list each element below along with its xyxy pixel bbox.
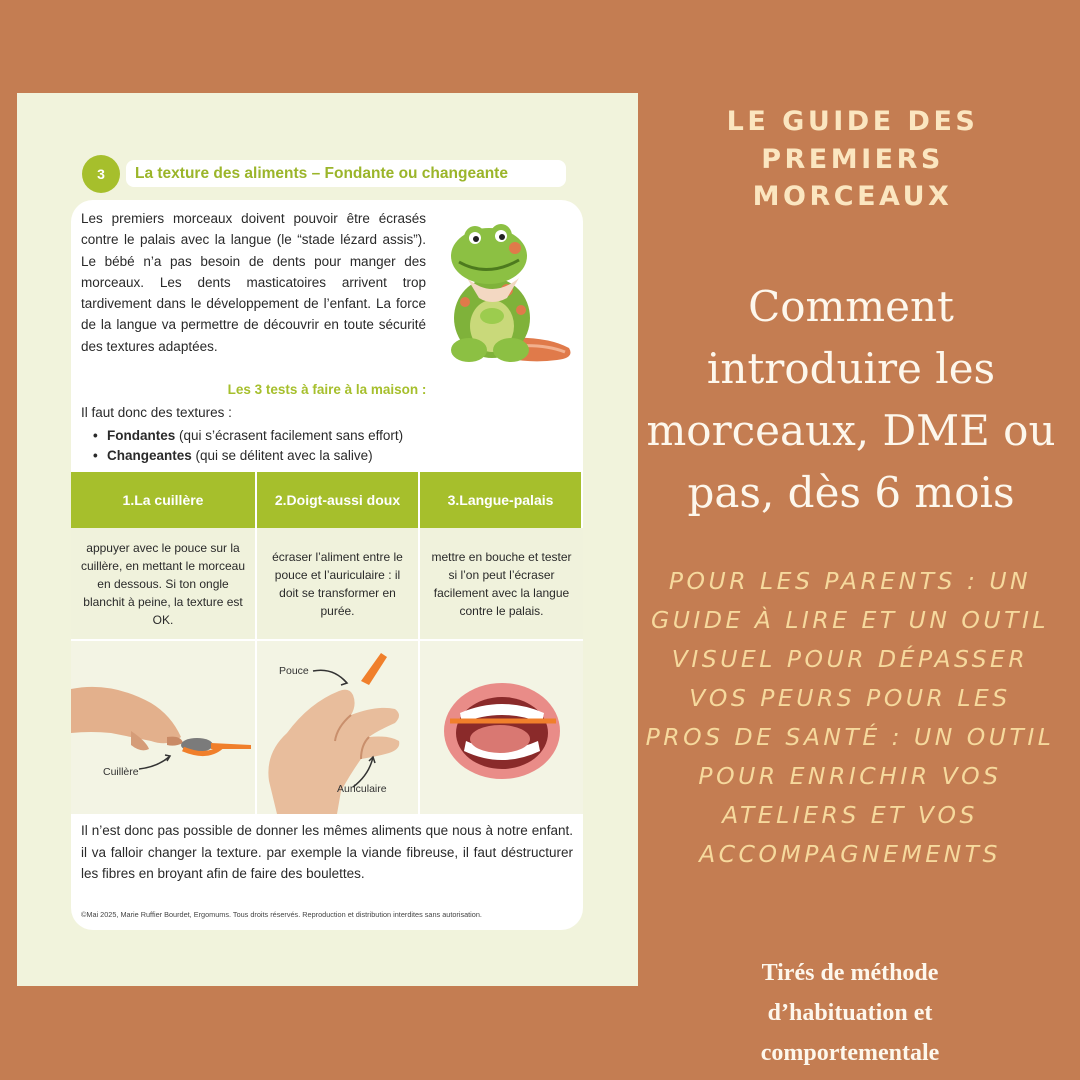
lizard-mascot-illustration: [437, 218, 577, 368]
main-heading: Comment introduire les morceaux, DME ou pas, dès 6 mois: [646, 282, 1056, 517]
guide-title: LE GUIDE DES PREMIERS MORCEAUX: [726, 106, 979, 212]
table-cell-tongue-desc: mettre en bouche et tester si l’on peut l’écraser facilement avec la langue contre le palais.: [420, 528, 583, 641]
table-cell-spoon-desc: appuyer avec le pouce sur la cuillère, en mettant le morceau en dessous. Si ton ongle blanchit à peine, la texture est OK.: [71, 528, 257, 641]
table-cell-finger-desc: écraser l’aliment entre le pouce et l’auriculaire : il doit se transformer en purée.: [257, 528, 420, 641]
method-text: Tirés de méthode d’habituation et comportementale: [760, 960, 940, 1066]
copyright-notice: ©Mai 2025, Marie Ruffier Bourdet, Ergomums. Tous droits réservés. Reproduction et distribution interdites sans autorisation.: [81, 910, 482, 919]
spoon-label: Cuillère: [103, 766, 139, 778]
textures-intro: Il faut donc des textures :: [81, 405, 232, 420]
content-card: [71, 200, 583, 930]
texture-list: [107, 426, 403, 466]
intro-paragraph: Les premiers morceaux doivent pouvoir être écrasés contre le palais avec la langue (le “stade lézard assis”). Le bébé n’a pas besoin de dents pour manger des morceaux. Les dents masticatoires arrivent trop tardivement dans le développement de l’enfant. La force de la langue va permettre de découvrir en toute sécurité des textures adaptées.: [81, 211, 426, 354]
list-item: • Changeantes (qui se délitent avec la salive): [107, 446, 403, 466]
conclusion-paragraph: Il n’est donc pas possible de donner les mêmes aliments que nous à notre enfant. il va falloir changer la texture. par exemple la viande fibreuse, il faut déstructurer les fibres en broyant afin de faire des boulettes.: [81, 823, 573, 881]
section-title: La texture des aliments – Fondante ou changeante: [126, 160, 566, 187]
list-item: • Fondantes (qui s’écrasent facilement sans effort): [107, 426, 403, 446]
spoon-test-illustration: [71, 641, 257, 814]
finger-test-illustration: [257, 641, 420, 814]
table-header-finger: 2.Doigt-aussi doux: [257, 472, 420, 528]
tests-heading: Les 3 tests à faire à la maison :: [227, 382, 427, 397]
table-header-tongue: 3.Langue-palais: [420, 472, 583, 528]
thumb-label: Pouce: [279, 665, 309, 677]
tests-table: [71, 472, 583, 814]
audience-text: POUR LES PARENTS : UN GUIDE À LIRE ET UN OUTIL VISUEL POUR DÉPASSER VOS PEURS POUR LES PROS DE SANTÉ : UN OUTIL POUR ENRICHIR VOS ATELIERS ET VOS ACCOMPAGNEMENTS: [645, 567, 1055, 868]
section-number-badge: 3: [82, 155, 120, 193]
pinky-label: Auriculaire: [337, 783, 387, 795]
tongue-test-illustration: [420, 641, 583, 814]
table-header-spoon: 1.La cuillère: [71, 472, 257, 528]
